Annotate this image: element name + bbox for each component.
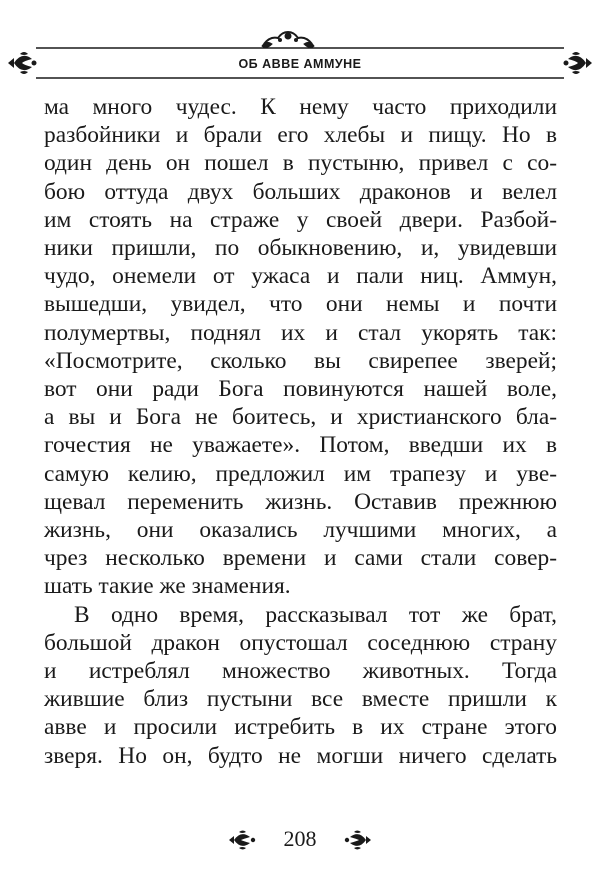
text-line: щевал переменить жизнь. Оставив прежнюю: [44, 488, 557, 515]
text-line: зверя. Но он, будто не могши ничего сделать: [44, 742, 557, 769]
page-header: [6, 30, 594, 86]
text-line: «Посмотрите, сколько вы свирепее зверей;: [44, 347, 557, 374]
text-line: шать такие же знамения.: [44, 573, 291, 600]
text-line: бою оттуда двух больших драконов и велел: [44, 178, 557, 205]
page-number: 208: [283, 826, 317, 851]
fleuron-right-icon: [338, 828, 372, 852]
text-line: авве и просили истребить в их стране этого: [44, 714, 557, 741]
text-line: самую келию, предложил им трапезу и уве-: [44, 460, 557, 487]
text-line: вот они ради Бога повинуются нашей воле,: [44, 376, 557, 403]
text-line: а вы и Бога не боитесь, и христианского бла-: [44, 404, 557, 431]
running-title: ОБ АВВЕ АММУНЕ: [238, 57, 362, 71]
body-text: [44, 93, 557, 770]
page-footer: [0, 826, 600, 858]
text-line: ники пришли, по обыкновению, и, увидевши: [44, 235, 557, 262]
text-line: один день он пошел в пустыню, привел с со-: [44, 150, 557, 177]
text-line: чрез несколько времени и сами стали совер-: [44, 545, 557, 572]
text-line: жившие близ пустыни все вместе пришли к: [44, 686, 557, 713]
text-line: им стоять на страже у своей двери. Разбой-: [44, 206, 557, 233]
text-line: ма много чудес. К нему часто приходили: [44, 94, 557, 120]
text-line: вышедши, увидел, что они немы и почти: [44, 291, 557, 318]
text-line: полумертвы, поднял их и стал укорять так:: [44, 319, 557, 346]
text-line: гочестия не уважаете». Потом, введши их в: [44, 432, 557, 459]
text-line: жизнь, они оказались лучшими многих, а: [44, 517, 557, 544]
text-line: большой дракон опустошал соседнюю страну: [44, 629, 557, 656]
text-line: В одно время, рассказывал тот же брат,: [74, 601, 557, 628]
text-line: разбойники и брали его хлебы и пищу. Но в: [44, 122, 557, 149]
text-line: и истреблял множество животных. Тогда: [44, 658, 557, 685]
text-line: чудо, онемели от ужаса и пали ниц. Аммун,: [44, 263, 557, 290]
